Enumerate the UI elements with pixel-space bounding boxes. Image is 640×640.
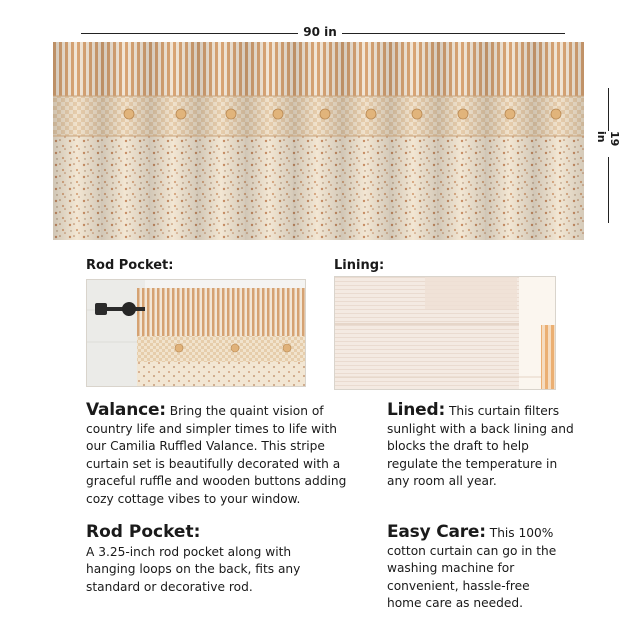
rod-pocket-heading: Rod Pocket:: [86, 522, 201, 542]
easy-care-description: [387, 524, 567, 613]
height-dimension-label: 19 in: [596, 131, 620, 157]
easy-care-text: This 100% cotton curtain can go in the washing machine for convenient, hassle-free home care as needed.: [387, 526, 557, 611]
valance-text: Bring the quaint vision of country life and simpler times to life with our Camilia Ruffled Valance. This stripe curtain set is beautifully decorated with a graceful ruffle and wooden buttons adding cozy cottage vibes to your window.: [86, 404, 347, 506]
width-dimension-label: 90 in: [298, 25, 342, 39]
rod-pocket-description: [86, 524, 316, 596]
valance-heading: Valance:: [86, 400, 166, 420]
lining-photo: [334, 276, 556, 390]
lined-description: [387, 402, 575, 491]
lined-heading: Lined:: [387, 400, 446, 420]
lined-text: This curtain filters sunlight with a back lining and blocks the draft to help regulate the temperature in any room all year.: [387, 404, 574, 489]
valance-description: [86, 402, 356, 509]
rod-pocket-label: Rod Pocket:: [86, 258, 174, 273]
rod-pocket-photo: [86, 279, 306, 387]
rod-pocket-text: A 3.25-inch rod pocket along with hanging loops on the back, fits any standard or decorative rod.: [86, 544, 301, 594]
easy-care-heading: Easy Care:: [387, 522, 486, 542]
valance-product-image: [53, 42, 584, 240]
lining-label: Lining:: [334, 258, 385, 273]
